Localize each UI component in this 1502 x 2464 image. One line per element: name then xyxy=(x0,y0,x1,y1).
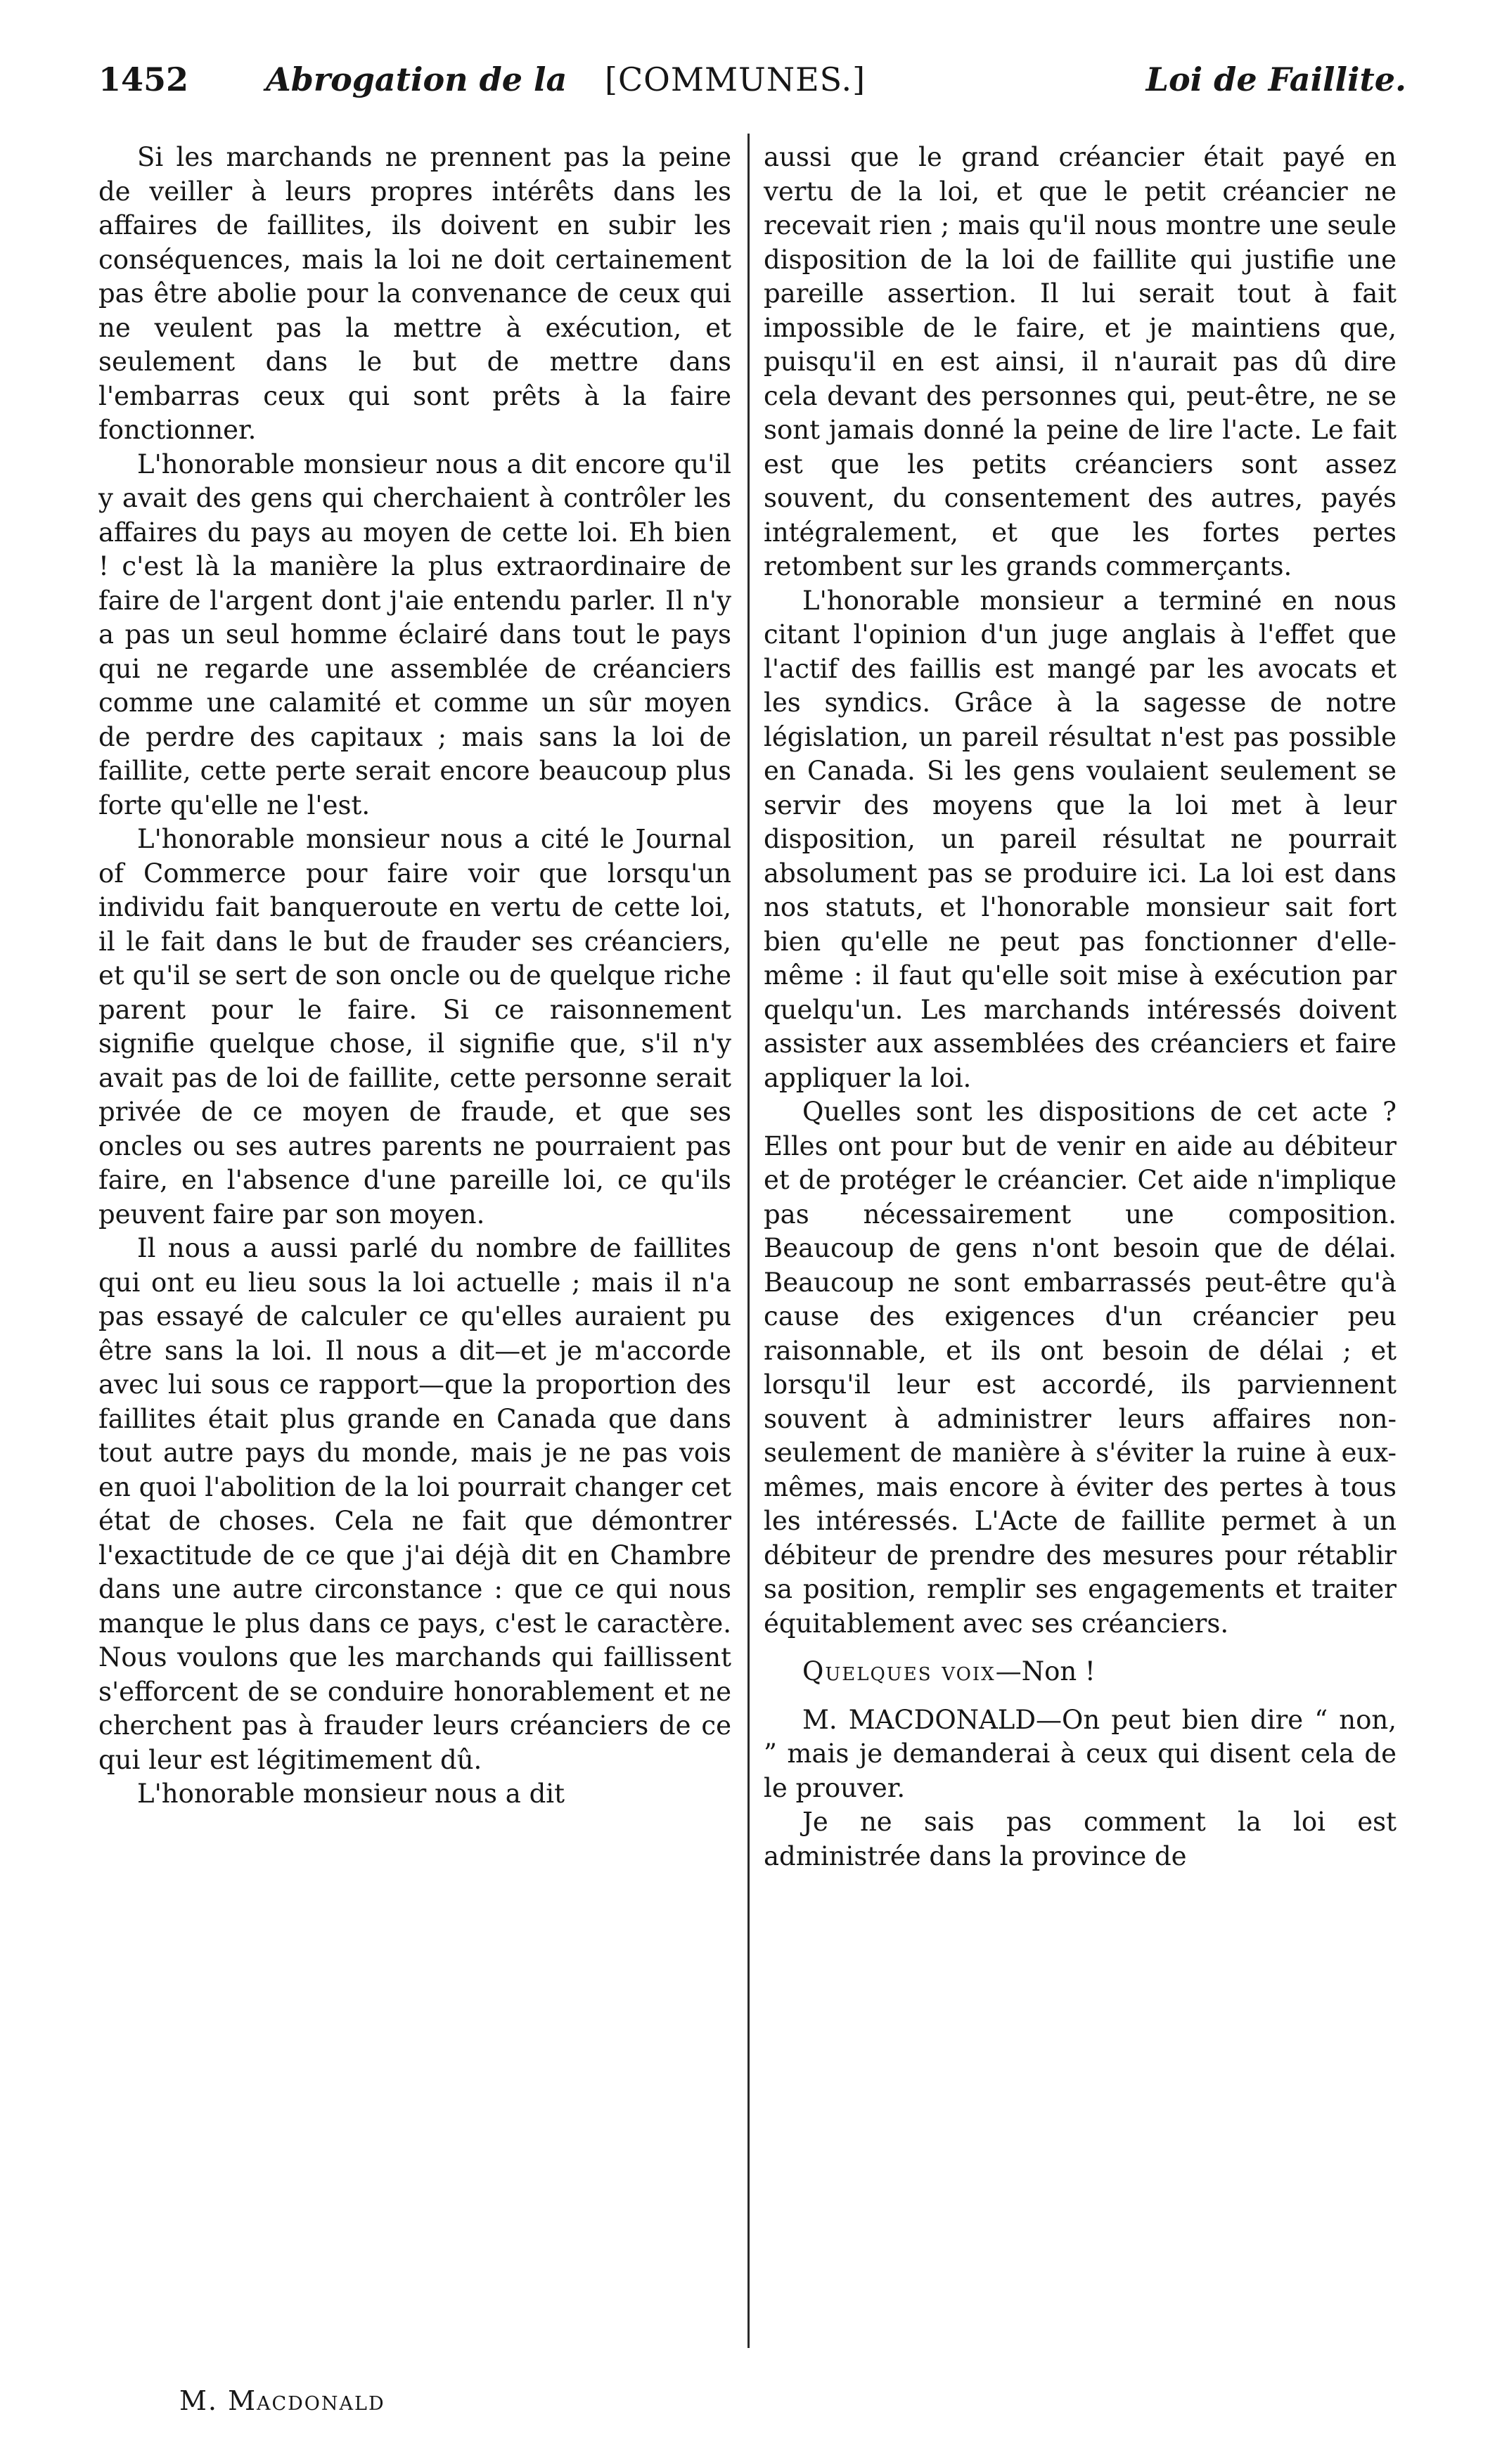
left-column xyxy=(98,141,731,1812)
page-header xyxy=(98,58,1406,114)
paragraph: L'honorable monsieur nous a cité le Journal of Commerce pour faire voir que lorsqu'un individu fait banqueroute en vertu de cette loi, il le fait dans le but de frauder ses créanciers, et qu'il se sert de son oncle ou de quelque riche parent pour le faire. Si ce raisonnement signifie quelque chose, il signifie que, s'il n'y avait pas de loi de faillite, cette personne serait privée de ce moyen de fraude, et que ses oncles ou ses autres parents ne pourraient pas faire, en l'absence d'une pareille loi, ce qu'ils peuvent faire par son moyen. xyxy=(98,824,731,1230)
paragraph: aussi que le grand créancier était payé en vertu de la loi, et que le petit créancier ne recevait rien ; mais qu'il nous montre une seule disposition de la loi de faillite qui justifie une pareille assertion. Il lui serait tout à fait impossible de le faire, et je maintiens que, puisqu'il en est ainsi, il n'aurait pas dû dire cela devant des personnes qui, peut-être, ne se sont jamais donné la peine de lire l'acte. Le fait est que les petits créanciers sont assez souvent, du consentement des autres, payés intégralement, et que les fortes pertes retombent sur les grands commerçants. xyxy=(764,142,1397,581)
speech-text: —On peut bien dire “ non, ” mais je demanderai à ceux qui disent cela de le prouver. xyxy=(764,1704,1397,1803)
paragraph: L'honorable monsieur nous a dit xyxy=(137,1779,565,1809)
paragraph: L'honorable monsieur a terminé en nous citant l'opinion d'un juge anglais à l'effet que l'actif des faillis est mangé par les avocats et les syndics. Grâce à la sagesse de notre législation, un pareil résultat n'est pas possible en Canada. Si les gens voulaient seulement se servir des moyens que la loi met à leur disposition, un pareil résultat ne pourrait absolument pas se produire ici. La loi est dans nos statuts, et l'honorable monsieur sait fort bien qu'elle ne peut pas fonctionner d'elle-même : il faut qu'elle soit mise à exécution par quelqu'un. Les marchands intéressés doivent assister aux assemblées des créanciers et faire appliquer la loi. xyxy=(764,585,1397,1093)
paragraph: Si les marchands ne prennent pas la peine de veiller à leurs propres intérêts dans les affaires de faillites, ils doivent en subir les conséquences, mais la loi ne doit certainement pas être abolie pour la convenance de ceux qui ne veulent pas la mettre à exécution, et seulement dans le but de mettre dans l'embarras ceux qui sont prêts à la faire fonctionner. xyxy=(98,142,731,445)
running-head-left: Abrogation de la xyxy=(266,60,567,98)
speaker-signature: M. Macdonald xyxy=(179,2385,385,2416)
interjection-text: —Non ! xyxy=(995,1656,1096,1686)
paragraph: Quelles sont les dispositions de cet acte ? Elles ont pour but de venir en aide au débiteur et de protéger le créancier. Cet aide n'implique pas nécessairement une composition. Beaucoup de gens n'ont besoin que de délai. Beaucoup ne sont embarrassés peut-être qu'à cause des exigences d'un créancier peu raisonnable, et ils ont besoin de délai ; et lorsqu'il leur est accordé, ils parviennent souvent à administrer leurs affaires non-seulement de manière à s'éviter la ruine à eux-mêmes, mais encore à éviter des pertes à tous les intéressés. L'Acte de faillite permet à un débiteur de prendre des mesures pour rétablir sa position, remplir ses engagements et traiter équitablement avec ses créanciers. xyxy=(764,1097,1397,1639)
paragraph: Je ne sais pas comment la loi est administrée dans la province de xyxy=(764,1807,1397,1871)
speech xyxy=(764,1703,1397,1806)
paragraph: L'honorable monsieur nous a dit encore qu'il y avait des gens qui cherchaient à contrôler les affaires du pays au moyen de cette loi. Eh bien ! c'est là la manière la plus extraordinaire de faire de l'argent dont j'aie entendu parler. Il n'y a pas un seul homme éclairé dans tout le pays qui ne regarde une assemblée de créanciers comme une calamité et comme un sûr moyen de perdre des capitaux ; mais sans la loi de faillite, cette perte serait encore beaucoup plus forte qu'elle ne l'est. xyxy=(98,449,731,820)
speaker-label: Quelques voix xyxy=(802,1656,996,1686)
paragraph: Il nous a aussi parlé du nombre de faillites qui ont eu lieu sous la loi actuelle ; mais il n'a pas essayé de calculer ce qu'elles auraient pu être sans la loi. Il nous a dit—et je m'accorde avec lui sous ce rapport—que la proportion des faillites était plus grande en Canada que dans tout autre pays du monde, mais je ne pas vois en quoi l'abolition de la loi pourrait changer cet état de choses. Cela ne fait que démontrer l'exactitude de ce que j'ai déjà dit en Chambre dans une autre circonstance : que ce qui nous manque le plus dans ce pays, c'est le caractère. Nous voulons que les marchands qui faillissent s'efforcent de se conduire honorablement et ne cherchent pas à frauder leurs créanciers de ce qui leur est légitimement dû. xyxy=(98,1233,731,1775)
page-number: 1452 xyxy=(98,60,189,98)
running-head-center: [COMMUNES.] xyxy=(605,60,866,98)
column-divider xyxy=(747,134,750,2348)
interjection xyxy=(764,1655,1397,1689)
speaker-label: M. MACDONALD xyxy=(802,1704,1036,1735)
right-column xyxy=(764,141,1397,1873)
running-head-right: Loi de Faillite. xyxy=(1145,60,1406,98)
